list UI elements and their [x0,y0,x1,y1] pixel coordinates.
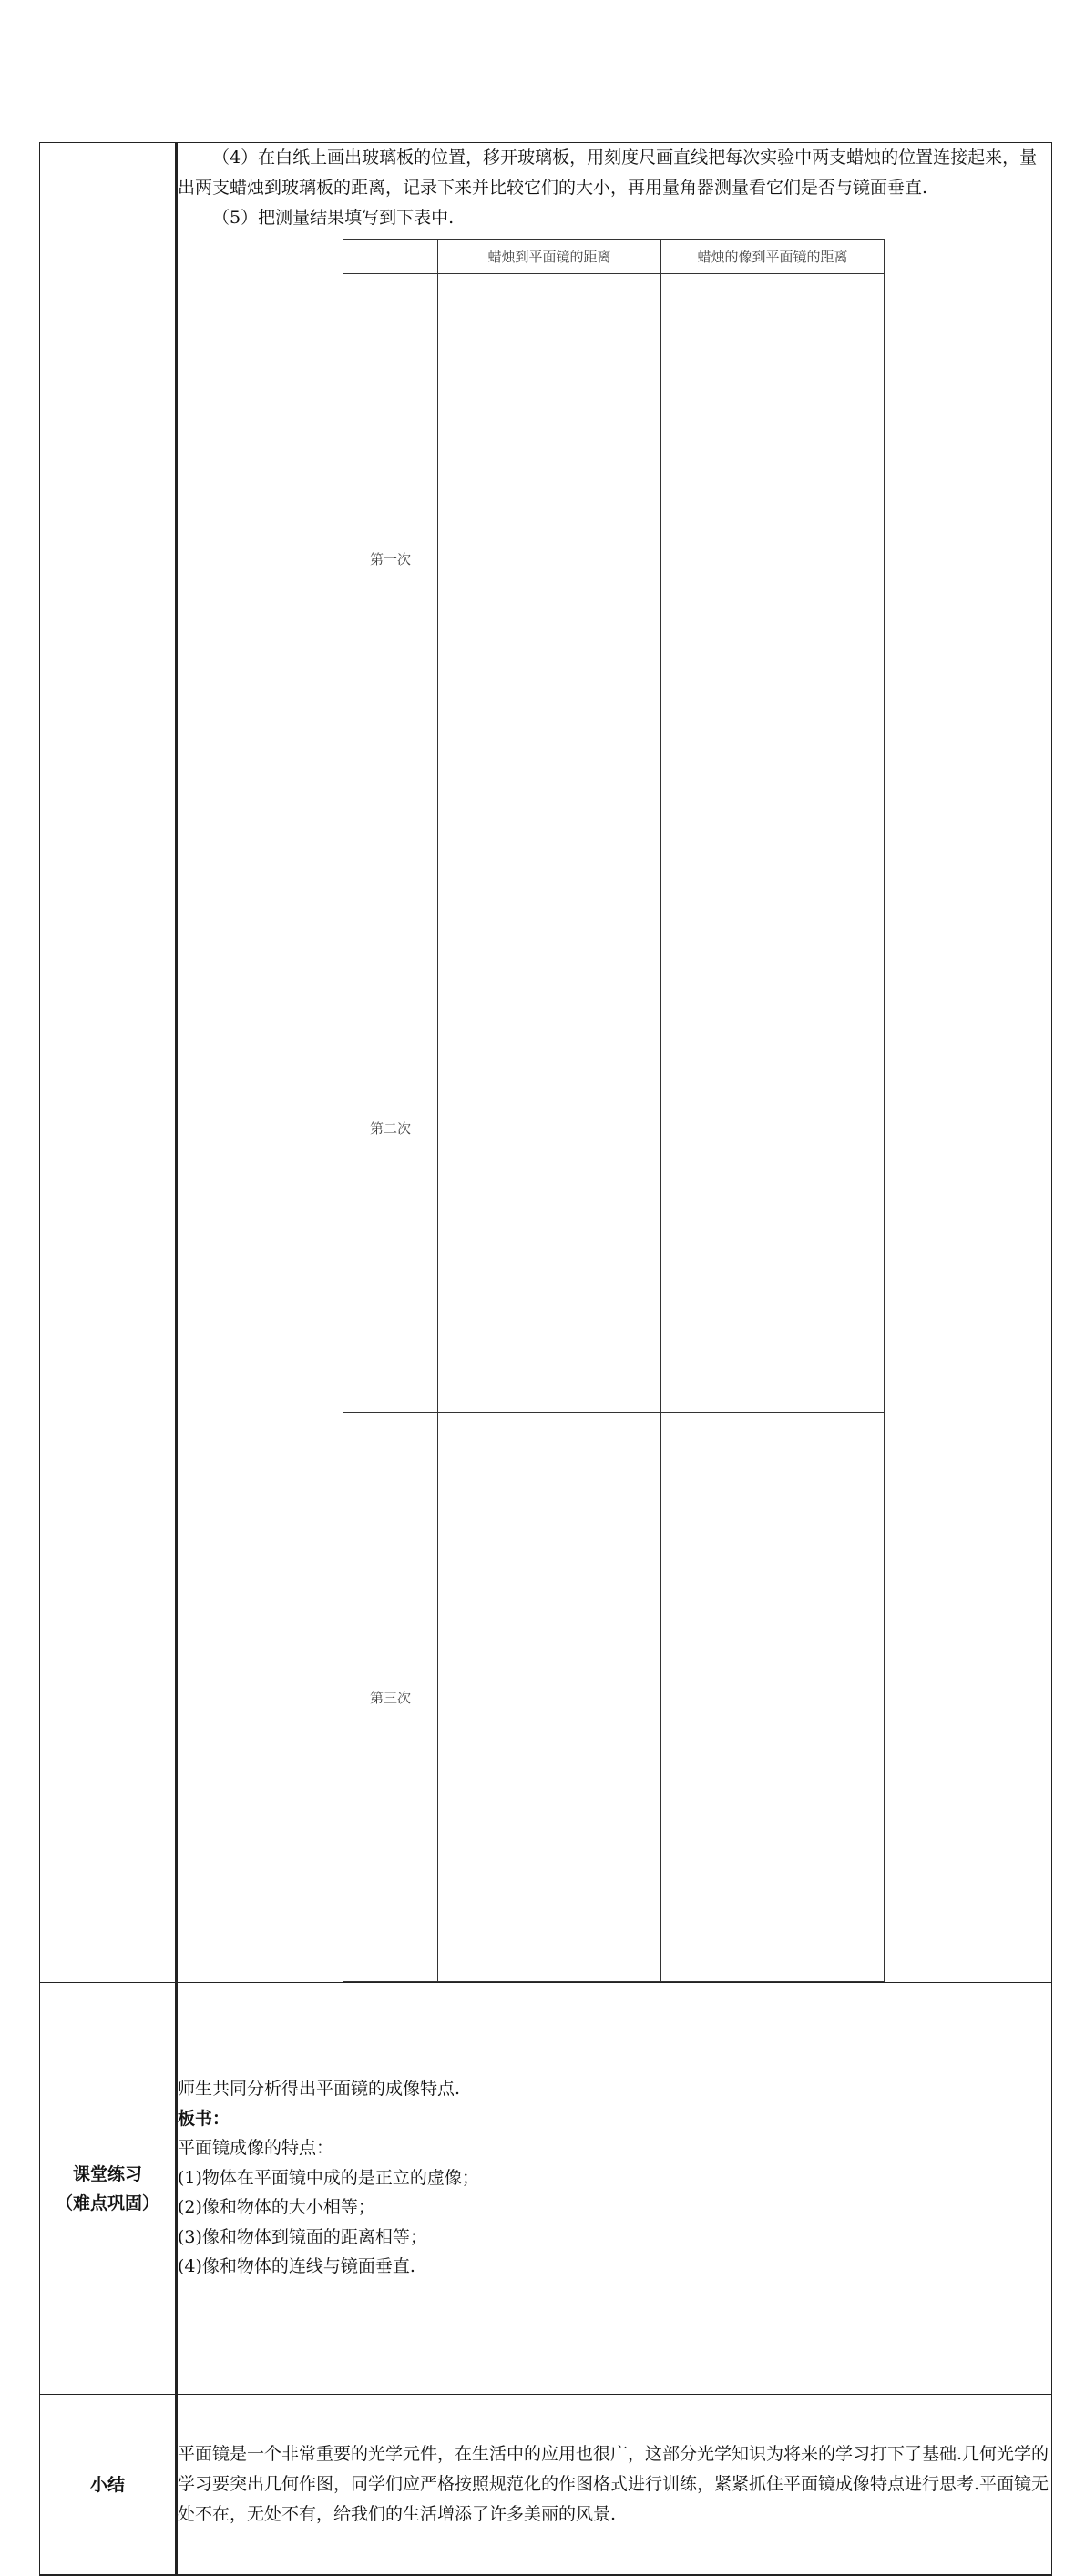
measurement-table [343,239,885,1982]
lesson-plan-table [39,142,1052,2576]
measurement-header-row [343,240,885,274]
image-distance-cell[interactable] [661,1413,885,1982]
summary-row [40,2395,1052,2576]
measurement-row [343,1413,885,1982]
summary-label-cell [40,2395,177,2576]
practice-sublabel: （难点巩固） [55,2193,159,2213]
practice-label: 课堂练习 [72,2163,142,2184]
row-label: 第三次 [343,1413,438,1982]
practice-row [40,1983,1052,2395]
practice-content-cell [177,1983,1052,2395]
candle-distance-cell[interactable] [438,843,661,1413]
row-label: 第二次 [343,843,438,1413]
feature-point: (3)像和物体到镜面的距离相等； [178,2226,427,2247]
header-image-distance: 蜡烛的像到平面镜的距离 [661,240,885,274]
practice-label-cell [40,1983,177,2395]
header-candle-distance: 蜡烛到平面镜的距离 [438,240,661,274]
summary-label: 小结 [89,2474,125,2495]
experiment-row [40,143,1052,1983]
practice-intro: 师生共同分析得出平面镜的成像特点. [178,2079,461,2099]
image-distance-cell[interactable] [661,274,885,843]
candle-distance-cell[interactable] [438,274,661,843]
step-5-text: （5）把测量结果填写到下表中. [212,208,455,228]
row-label: 第一次 [343,274,438,843]
image-distance-cell[interactable] [661,843,885,1413]
feature-point: (2)像和物体的大小相等； [178,2197,375,2217]
measurement-row [343,274,885,843]
board-title: 板书： [178,2108,230,2129]
feature-point: (1)物体在平面镜中成的是正立的虚像； [178,2167,479,2188]
features-subtitle: 平面镜成像的特点： [178,2138,334,2158]
feature-point: (4)像和物体的连线与镜面垂直. [178,2256,415,2276]
step-4-text: （4）在白纸上画出玻璃板的位置，移开玻璃板，用刻度尺画直线把每次实验中两支蜡烛的位置连接起来，量出两支蜡烛到玻璃板的距离，记录下来并比较它们的大小，再用量角器测量看它们是否与镜面垂直. [178,148,1038,198]
experiment-content-cell [177,143,1052,1983]
candle-distance-cell[interactable] [438,1413,661,1982]
experiment-label-cell [40,143,177,1983]
measurement-row [343,843,885,1413]
header-corner [343,240,438,274]
summary-content-cell [177,2395,1052,2576]
summary-text: 平面镜是一个非常重要的光学元件，在生活中的应用也很广，这部分光学知识为将来的学习打下了基础.几何光学的学习要突出几何作图，同学们应严格按照规范化的作图格式进行训练，紧紧抓住平面镜成像特点进行思考.平面镜无处不在，无处不有，给我们的生活增添了许多美丽的风景. [178,2444,1049,2524]
